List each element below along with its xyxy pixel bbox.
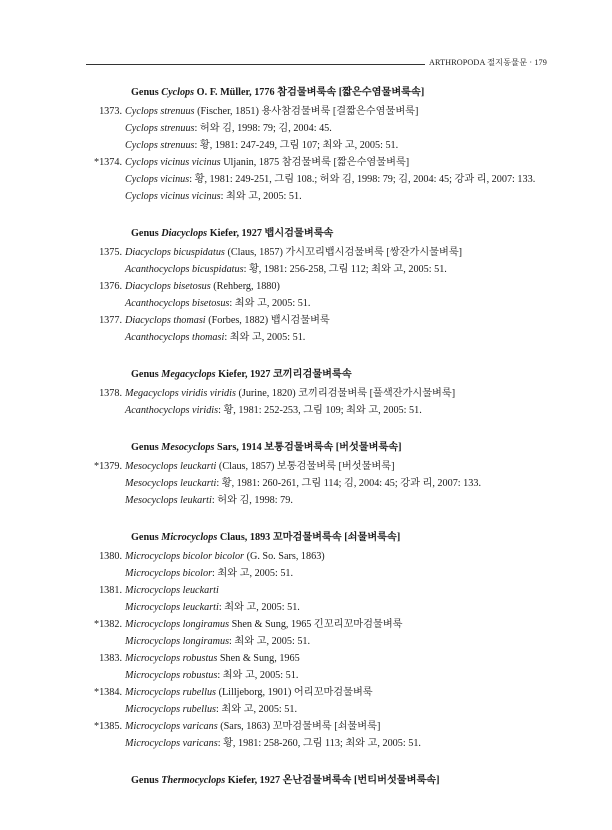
species-authority: (Claus, 1857) 가시꼬리뱁시검물벼룩 [쌍잔가시물벼룩] [224, 247, 463, 258]
synonym-citation [86, 599, 556, 616]
citation-reference: : 황, 1981: 252-253, 그림 109; 최와 고, 2005: 51. [218, 405, 422, 416]
species-name: Microcyclops varicans [125, 721, 218, 732]
synonym-citation [86, 667, 556, 684]
synonym-name: Mesocyclops leukarti [125, 495, 212, 506]
species-name: Cyclops strenuus [125, 106, 195, 117]
synonym-name: Cyclops vicinus [125, 174, 190, 185]
species-entry [86, 312, 556, 329]
synonym-citation [86, 565, 556, 582]
running-title: ARTHROPODA 절지동물문 · 179 [429, 58, 547, 67]
genus-authority: Sars, 1914 [214, 442, 262, 453]
species-authority: (Fischer, 1851) 용사참검물벼룩 [결짧은수염물벼룩] [194, 106, 419, 117]
section-gap [86, 509, 556, 529]
citation-reference: : 최와 고, 2005: 51. [217, 670, 299, 681]
genus-heading [86, 84, 556, 102]
synonym-citation [86, 633, 556, 650]
species-authority: (G. So. Sars, 1863) [244, 551, 325, 562]
species-authority: (Jurine, 1820) 코끼리검물벼룩 [풀색잔가시물벼룩] [235, 388, 456, 399]
genus-heading [86, 225, 556, 243]
genus-authority: Kiefer, 1927 [207, 228, 262, 239]
genus-heading [86, 439, 556, 457]
genus-korean: 뱁시검물벼룩속 [261, 228, 334, 239]
page-body [86, 84, 556, 791]
species-authority: Shen & Sung, 1965 긴꼬리꼬마검물벼룩 [229, 619, 403, 630]
synonym-name: Microcyclops longiramus [125, 636, 230, 647]
entry-number: 1377. [99, 315, 122, 326]
genus-label: Genus [131, 87, 162, 98]
citation-reference: : 황, 1981: 249-251, 그림 108.; 허와 김, 1998: 79; 김, 2004: 45; 강과 리, 2007: 133. [189, 174, 536, 185]
entry-number: *1374. [93, 157, 122, 168]
genus-label: Genus [131, 532, 162, 543]
synonym-citation [86, 735, 556, 752]
species-entry [86, 103, 556, 120]
synonym-name: Acanthocyclops bicuspidatus [125, 264, 244, 275]
genus-name: Megacyclops [161, 369, 216, 380]
genus-authority: Claus, 1893 [217, 532, 271, 543]
species-entry [86, 684, 556, 701]
genus-name: Mesocyclops [161, 442, 215, 453]
entry-number: 1376. [99, 281, 122, 292]
synonym-name: Microcyclops robustus [125, 670, 218, 681]
genus-heading [86, 529, 556, 547]
header-rule [86, 64, 425, 65]
synonym-name: Cyclops strenuus [125, 123, 195, 134]
species-name: Diacyclops bicuspidatus [125, 247, 225, 258]
citation-reference: : 최와 고, 2005: 51. [218, 602, 300, 613]
species-entry [86, 616, 556, 633]
citation-reference: : 황, 1981: 256-258, 그림 112; 최와 고, 2005: 51. [243, 264, 447, 275]
genus-korean: 보통검물벼룩속 [버섯물벼룩속] [261, 442, 402, 453]
species-name: Microcyclops rubellus [125, 687, 217, 698]
entry-number: *1382. [93, 619, 122, 630]
species-name: Microcyclops bicolor bicolor [125, 551, 245, 562]
genus-korean: 코끼리검물벼룩속 [270, 369, 352, 380]
synonym-citation [86, 171, 551, 188]
genus-name: Thermocyclops [161, 775, 226, 786]
genus-authority: O. F. Müller, 1776 [194, 87, 275, 98]
species-authority: (Sars, 1863) 꼬마검물벼룩 [쇠물벼룩] [217, 721, 381, 732]
synonym-citation [86, 701, 556, 718]
section-gap [86, 419, 556, 439]
species-name: Cyclops vicinus vicinus [125, 157, 221, 168]
species-authority: (Lilljeborg, 1901) 어리꼬마검물벼룩 [216, 687, 373, 698]
genus-label: Genus [131, 442, 162, 453]
genus-authority: Kiefer, 1927 [225, 775, 281, 786]
genus-heading [86, 366, 556, 384]
synonym-name: Microcyclops varicans [125, 738, 218, 749]
genus-heading [86, 772, 556, 790]
species-authority: (Rehberg, 1880) [210, 281, 280, 292]
species-entry [86, 154, 556, 171]
synonym-name: Microcyclops bicolor [125, 568, 213, 579]
synonym-citation [86, 475, 556, 492]
species-entry [86, 244, 556, 261]
genus-name: Cyclops [161, 87, 195, 98]
species-entry [86, 278, 556, 295]
citation-reference: : 황, 1981: 260-261, 그림 114; 김, 2004: 45; 강과 리, 2007: 133. [216, 478, 481, 489]
section-gap [86, 346, 556, 366]
genus-label: Genus [131, 369, 162, 380]
citation-reference: : 최와 고, 2005: 51. [212, 568, 294, 579]
citation-reference: : 최와 고, 2005: 51. [229, 636, 311, 647]
citation-reference: : 최와 고, 2005: 51. [220, 191, 302, 202]
entry-number: *1379. [93, 461, 122, 472]
entry-number: *1384. [93, 687, 122, 698]
species-entry [86, 548, 556, 565]
synonym-citation [86, 402, 556, 419]
species-entry [86, 385, 556, 402]
entry-number: 1383. [99, 653, 122, 664]
section-gap [86, 205, 556, 225]
species-authority: (Forbes, 1882) 뱁시검물벼룩 [205, 315, 330, 326]
citation-reference: : 황, 1981: 258-260, 그림 113; 최와 고, 2005: 51. [217, 738, 421, 749]
entry-number: 1381. [99, 585, 122, 596]
synonym-citation [86, 492, 556, 509]
synonym-name: Acanthocyclops thomasi [125, 332, 225, 343]
citation-reference: : 최와 고, 2005: 51. [229, 298, 311, 309]
synonym-citation [86, 329, 556, 346]
synonym-citation [86, 120, 556, 137]
species-entry [86, 650, 556, 667]
species-name: Mesocyclops leuckarti [125, 461, 217, 472]
genus-korean: 온난검물벼룩속 [번티버섯물벼룩속] [280, 775, 440, 786]
species-authority: (Claus, 1857) 보통검물벼룩 [버섯물벼룩] [216, 461, 395, 472]
synonym-citation [86, 261, 556, 278]
genus-name: Diacyclops [161, 228, 208, 239]
species-name: Microcyclops leuckarti [125, 585, 219, 596]
synonym-name: Microcyclops leuckarti [125, 602, 219, 613]
synonym-name: Acanthocyclops bisetosus [125, 298, 230, 309]
species-name: Microcyclops longiramus [125, 619, 230, 630]
citation-reference: : 허와 김, 1998: 79; 김, 2004: 45. [194, 123, 332, 134]
citation-reference: : 최와 고, 2005: 51. [216, 704, 298, 715]
entry-number: 1375. [99, 247, 122, 258]
genus-authority: Kiefer, 1927 [215, 369, 271, 380]
genus-label: Genus [131, 775, 162, 786]
citation-reference: : 황, 1981: 247-249, 그림 107; 최와 고, 2005: 51. [194, 140, 399, 151]
section-gap [86, 752, 556, 772]
genus-korean: 꼬마검물벼룩속 [쇠물벼룩속] [270, 532, 401, 543]
species-entry [86, 718, 556, 735]
synonym-citation [86, 188, 556, 205]
species-authority: Shen & Sung, 1965 [217, 653, 300, 664]
synonym-name: Mesocyclops leuckarti [125, 478, 217, 489]
synonym-name: Microcyclops rubellus [125, 704, 217, 715]
citation-reference: : 허와 김, 1998: 79. [211, 495, 293, 506]
species-name: Microcyclops robustus [125, 653, 218, 664]
species-entry [86, 458, 556, 475]
genus-label: Genus [131, 228, 162, 239]
entry-number: 1373. [99, 106, 122, 117]
synonym-name: Cyclops strenuus [125, 140, 195, 151]
species-entry [86, 582, 556, 599]
synonym-citation [86, 137, 556, 154]
entry-number: 1378. [99, 388, 122, 399]
species-name: Diacyclops bisetosus [125, 281, 211, 292]
entry-number: *1385. [93, 721, 122, 732]
species-name: Diacyclops thomasi [125, 315, 206, 326]
synonym-name: Acanthocyclops viridis [125, 405, 219, 416]
synonym-name: Cyclops vicinus vicinus [125, 191, 221, 202]
genus-korean: 참검물벼룩속 [짧은수염물벼룩속] [274, 87, 425, 98]
entry-number: 1380. [99, 551, 122, 562]
genus-name: Microcyclops [161, 532, 218, 543]
synonym-citation [86, 295, 556, 312]
species-name: Megacyclops viridis viridis [125, 388, 236, 399]
species-authority: Uljanin, 1875 참검물벼룩 [짧은수염물벼룩] [220, 157, 410, 168]
citation-reference: : 최와 고, 2005: 51. [224, 332, 306, 343]
